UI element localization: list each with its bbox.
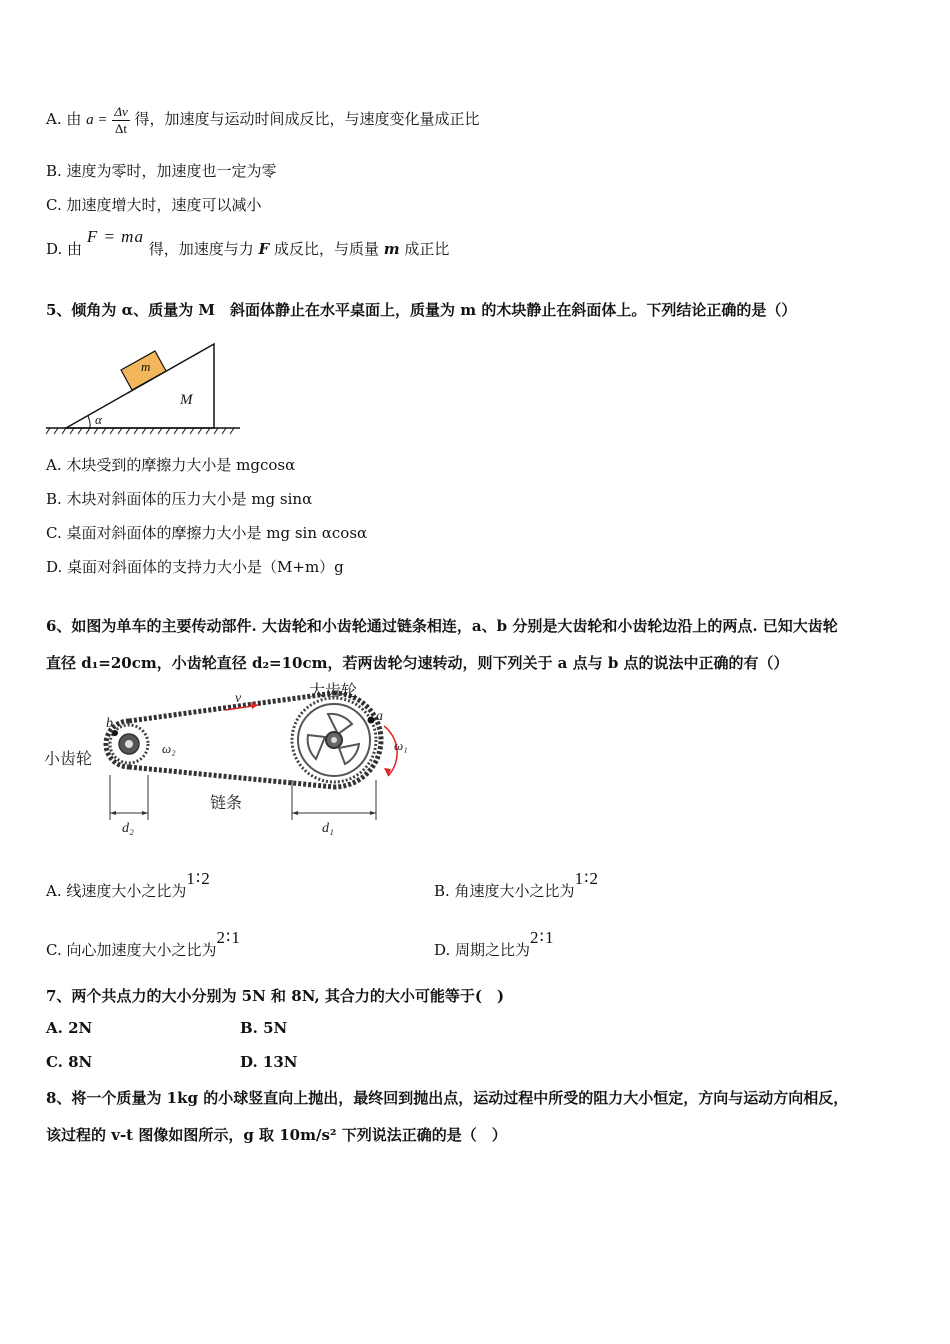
q6-stem-line2: 直径 d₁=20cm，小齿轮直径 d₂=10cm，若两齿轮匀速转动，则下列关于 a 点与 b 点的说法中正确的有（）	[46, 654, 789, 672]
big-gear-label: 大齿轮	[309, 681, 358, 700]
incline-figure	[44, 338, 244, 438]
q8-stem-line1: 8、将一个质量为 1kg 的小球竖直向上抛出，最终回到抛出点，运动过程中所受的阻力大小恒定，方向与运动方向相反，	[46, 1089, 849, 1107]
block-label: m	[141, 359, 151, 374]
q4-option-d: D. 由 F = ma 得，加速度与力 F 成反比，与质量 m 成正比	[46, 227, 450, 258]
q7-option-b: B. 5N	[240, 1019, 288, 1037]
q6-option-c: C. 向心加速度大小之比为2∶1	[46, 928, 241, 959]
velocity-label: v	[235, 691, 242, 706]
q5-option-b: B. 木块对斜面体的压力大小是 mg sinα	[46, 490, 313, 508]
gear-figure	[44, 680, 424, 840]
q6-option-a: A. 线速度大小之比为1∶2	[46, 869, 211, 900]
q4-option-b: B. 速度为零时，加速度也一定为零	[46, 162, 277, 180]
big-gear-axle	[331, 737, 337, 743]
d1-label: d₁	[322, 821, 334, 836]
omega2-label: ω₂	[162, 741, 176, 756]
q4-option-a: A. 由 a = $\frac{\Delta v}{\Delta t}$ 得，加速度与运动时间成反比，与速度变化量成正比	[46, 104, 480, 136]
point-a-label: a	[376, 709, 383, 724]
omega1-label: ω₁	[394, 738, 408, 753]
q8-stem-line2: 该过程的 v-t 图像如图所示，g 取 10m/s² 下列说法正确的是（ ）	[46, 1126, 507, 1144]
small-gear-label: 小齿轮	[44, 749, 93, 768]
q7-option-a: A. 2N	[46, 1019, 93, 1037]
q4-option-c: C. 加速度增大时，速度可以减小	[46, 196, 262, 214]
point-b-label: b	[106, 716, 113, 731]
q6-option-d: D. 周期之比为2∶1	[434, 928, 555, 959]
chain-label: 链条	[210, 793, 243, 812]
angle-label: α	[95, 412, 102, 427]
q7-option-c: C. 8N	[46, 1053, 93, 1071]
q5-option-c: C. 桌面对斜面体的摩擦力大小是 mg sin αcosα	[46, 524, 368, 542]
q6-stem-line1: 6、如图为单车的主要传动部件. 大齿轮和小齿轮通过链条相连，a、b 分别是大齿轮和小齿轮边沿上的两点. 已知大齿轮	[46, 617, 838, 635]
q5-stem: 5、倾角为 α、质量为 M 斜面体静止在水平桌面上，质量为 m 的木块静止在斜面体上。下列结论正确的是（）	[46, 301, 797, 319]
formula-lhs: a =	[86, 112, 108, 129]
ratio-a: 1∶2	[186, 869, 211, 888]
ground-hatching	[46, 428, 234, 434]
angle-arc	[88, 416, 90, 428]
q7-option-d: D. 13N	[240, 1053, 298, 1071]
q7-stem: 7、两个共点力的大小分别为 5N 和 8N, 其合力的大小可能等于( )	[46, 987, 505, 1005]
ratio-c: 2∶1	[216, 928, 241, 947]
q5-option-a: A. 木块受到的摩擦力大小是 mgcosα	[46, 456, 296, 474]
d2-label: d₂	[122, 821, 134, 836]
incline-label: M	[180, 392, 193, 408]
q5-option-d: D. 桌面对斜面体的支持力大小是（M+m）g	[46, 558, 344, 576]
small-gear-axle	[125, 740, 133, 748]
chain-bottom	[129, 767, 334, 787]
q6-option-b: B. 角速度大小之比为1∶2	[434, 869, 599, 900]
point-a	[368, 717, 375, 724]
ratio-d: 2∶1	[530, 928, 555, 947]
ratio-b: 1∶2	[574, 869, 599, 888]
formula-f-ma: F = ma	[86, 227, 144, 246]
formula-fraction: $\frac{\Delta v}{\Delta t}$	[114, 104, 128, 136]
